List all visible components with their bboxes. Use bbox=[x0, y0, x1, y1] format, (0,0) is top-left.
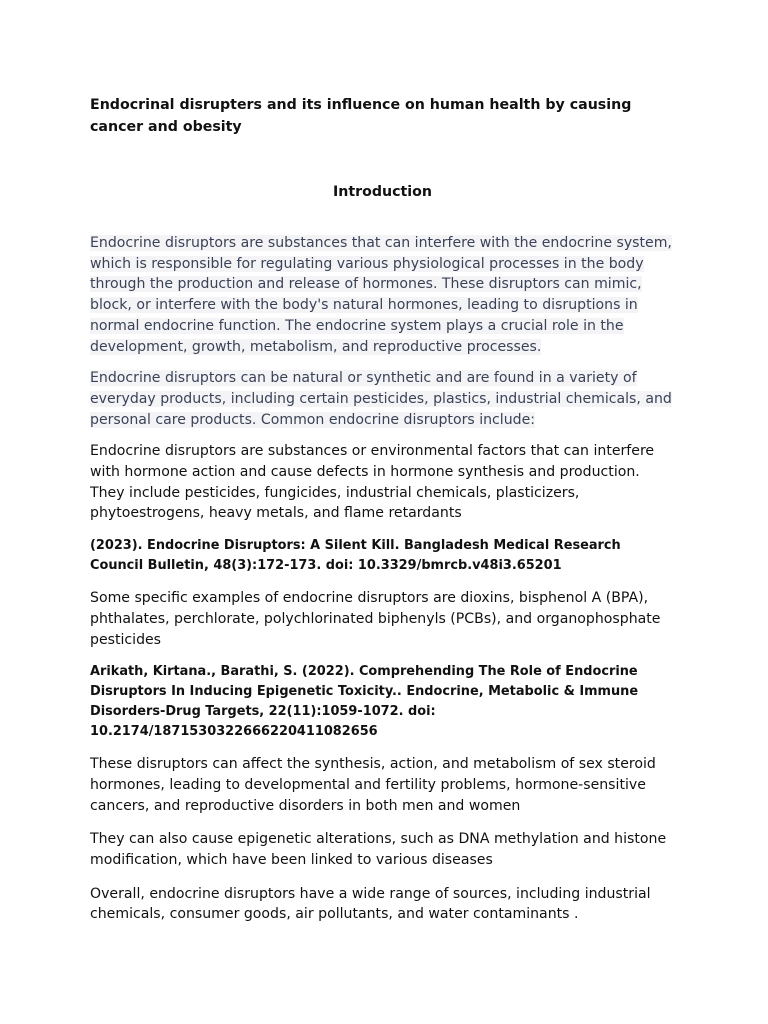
reference-citation-1: (2023). Endocrine Disruptors: A Silent Kill. Bangladesh Medical Research Council Bulletin, 48(3):172-173. doi: 10.3329/bmrcb.v48i3.65201 bbox=[90, 538, 621, 574]
document-page bbox=[90, 94, 675, 925]
reference-citation-2: Arikath, Kirtana., Barathi, S. (2022). Comprehending The Role of Endocrine Disruptors In Inducing Epigenetic Toxicity.. Endocrine, Metabolic & Immune Disorders-Drug Targets, 22(11):1059-1072. doi: 10.2174/1871530322666220411082656 bbox=[90, 664, 639, 740]
highlighted-text: Endocrine disruptors are substances that can interfere with the endocrine system, which is responsible for regulating various physiological processes in the body through the production and release of hormones. These disruptors can mimic, block, or interfere with the body's natural hormones, leading to disruptions in normal endocrine function. The endocrine system plays a crucial role in the development, growth, metabolism, and reproductive processes. bbox=[90, 235, 672, 355]
paragraph-hormone-action: Endocrine disruptors are substances or environmental factors that can interfere with hormone action and cause defects in hormone synthesis and production. They include pesticides, fungicides, industrial chemicals, plasticizers, phytoestrogens, heavy metals, and flame retardants bbox=[90, 443, 655, 522]
highlighted-text: Endocrine disruptors can be natural or synthetic and are found in a variety of everyday products, including certain pesticides, plastics, industrial chemicals, and personal care products. Common endocrine disruptors include: bbox=[90, 370, 672, 428]
paragraph-epigenetic: They can also cause epigenetic alterations, such as DNA methylation and histone modification, which have been linked to various diseases bbox=[90, 831, 667, 869]
document-title: Endocrinal disrupters and its influence on human health by causing cancer and obesity bbox=[90, 97, 632, 135]
paragraph-sources bbox=[90, 368, 675, 430]
paragraph-definition bbox=[90, 233, 675, 357]
paragraph-examples: Some specific examples of endocrine disruptors are dioxins, bisphenol A (BPA), phthalates, perchlorate, polychlorinated biphenyls (PCBs), and organophosphate pesticides bbox=[90, 590, 661, 648]
paragraph-sex-steroids: These disruptors can affect the synthesis, action, and metabolism of sex steroid hormones, leading to developmental and fertility problems, hormone-sensitive cancers, and reproductive disorders in both men and women bbox=[90, 756, 656, 814]
paragraph-overall: Overall, endocrine disruptors have a wide range of sources, including industrial chemicals, consumer goods, air pollutants, and water contaminants . bbox=[90, 885, 651, 923]
section-heading-introduction: Introduction bbox=[332, 184, 433, 200]
